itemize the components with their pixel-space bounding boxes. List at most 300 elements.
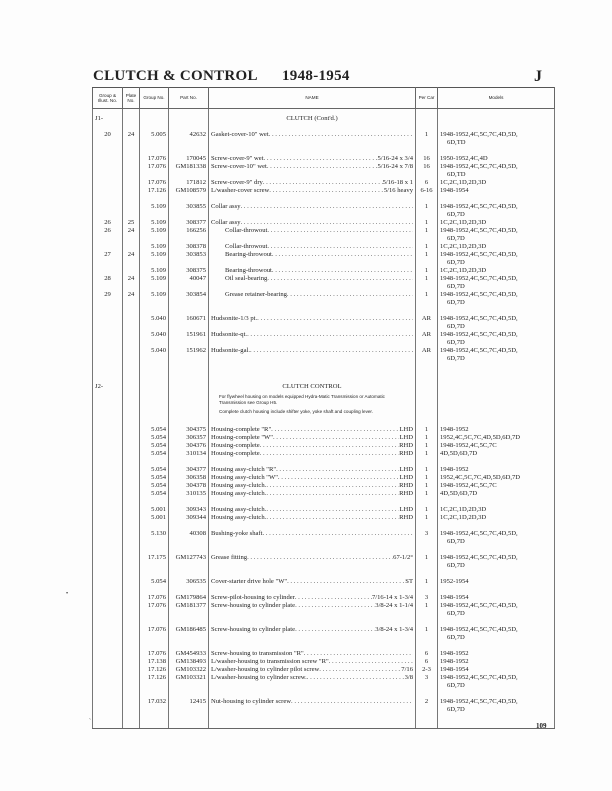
part-no: GM179864 (169, 594, 209, 602)
part-spec: RHD (399, 490, 413, 497)
empty-cell (140, 570, 169, 578)
group-no: 5.109 (140, 243, 169, 251)
part-no: 306357 (169, 434, 209, 442)
part-name-cell (209, 594, 416, 602)
section-letter: J (534, 68, 543, 85)
per-car: 1 (416, 251, 438, 267)
empty-cell (438, 458, 555, 466)
illust-no (93, 155, 123, 163)
dot-leader (262, 530, 413, 538)
group-no: 5.054 (140, 474, 169, 482)
group-no: 17.076 (140, 163, 169, 179)
part-spec: 5/16-24 x 3/4 (377, 155, 413, 162)
illust-no (93, 187, 123, 195)
illust-no (93, 450, 123, 458)
group-no: 5.109 (140, 275, 169, 291)
empty-cell (438, 409, 555, 418)
dot-leader (272, 267, 413, 275)
empty-cell (169, 363, 209, 383)
plate-no (123, 315, 140, 331)
models-line: 1952-1954 (440, 578, 469, 585)
dot-leader (269, 131, 413, 139)
table-row (93, 650, 555, 658)
illust-no (93, 347, 123, 363)
col-group-illust: Group & Illust. No. (93, 88, 123, 109)
group-no: 5.130 (140, 530, 169, 546)
empty-cell (140, 307, 169, 315)
table-row (93, 578, 555, 586)
part-name (211, 602, 413, 610)
models-line: 1948-1954 (440, 187, 469, 194)
part-name-text: Grease fitting (211, 554, 248, 561)
plate-no: 24 (123, 227, 140, 243)
models-line: 6D,TD (447, 171, 466, 178)
plate-no (123, 530, 140, 546)
models-line: 1948-1952 (440, 650, 469, 657)
models-cell (438, 227, 555, 243)
table-row (93, 554, 555, 570)
part-name-text: Housing-complete (211, 450, 260, 457)
dot-leader (272, 251, 413, 259)
spacer-row (93, 307, 555, 315)
table-row (93, 482, 555, 490)
table-row (93, 291, 555, 307)
empty-cell (209, 307, 416, 315)
table-row (93, 187, 555, 195)
empty-cell (209, 123, 416, 131)
empty-cell (416, 714, 438, 729)
group-no: 5.109 (140, 267, 169, 275)
models-line: 6D,7D (447, 562, 465, 569)
empty-cell (93, 690, 123, 698)
dot-leader (295, 602, 375, 610)
empty-cell (169, 498, 209, 506)
table-row (93, 442, 555, 450)
part-name (211, 466, 413, 474)
empty-cell (169, 409, 209, 418)
part-name-cell (209, 674, 416, 690)
empty-cell (140, 383, 169, 391)
models-line: 1952,4C,5C,7C,4D,5D,6D,7D (440, 434, 521, 441)
part-name-cell (209, 267, 416, 275)
note-row (93, 409, 555, 418)
per-car: 1 (416, 219, 438, 227)
part-name-cell (209, 442, 416, 450)
page-number: 109 (536, 722, 547, 730)
spacer-row (93, 546, 555, 554)
part-no: GM138493 (169, 658, 209, 666)
part-name-cell (209, 163, 416, 179)
part-name-cell (209, 530, 416, 546)
per-car: 1 (416, 626, 438, 642)
table-row (93, 450, 555, 458)
models-cell (438, 514, 555, 522)
plate-no (123, 426, 140, 434)
empty-cell (209, 418, 416, 426)
group-no: 17.126 (140, 187, 169, 195)
models-line: 1C,2C,1D,2D,3D (440, 243, 487, 250)
plate-no (123, 331, 140, 347)
models-line: 1948-1954 (440, 594, 469, 601)
part-no: GM103321 (169, 674, 209, 690)
part-name-text: Bearing-throwout (225, 267, 272, 274)
plate-no (123, 490, 140, 498)
empty-cell (169, 123, 209, 131)
models-cell (438, 506, 555, 514)
empty-cell (169, 147, 209, 155)
plate-no: 24 (123, 291, 140, 307)
illust-no (93, 179, 123, 187)
per-car: 6 (416, 650, 438, 658)
empty-cell (93, 147, 123, 155)
part-name-cell (209, 666, 416, 674)
plate-no (123, 155, 140, 163)
part-name-cell (209, 482, 416, 490)
models-line: 1948-1952 (440, 426, 469, 433)
dot-leader (247, 331, 413, 339)
empty-cell (169, 307, 209, 315)
dot-leader (295, 626, 375, 634)
part-no: 151961 (169, 331, 209, 347)
dot-leader (267, 163, 378, 171)
plate-no (123, 554, 140, 570)
empty-cell (123, 383, 140, 391)
per-car: 2 (416, 698, 438, 714)
group-no: 5.054 (140, 434, 169, 442)
models-cell (438, 666, 555, 674)
part-no: 303853 (169, 251, 209, 267)
models-line: 1C,2C,1D,2D,3D (440, 179, 487, 186)
group-no: 5.040 (140, 315, 169, 331)
dot-leader (273, 434, 399, 442)
part-name (211, 291, 413, 299)
empty-cell (438, 522, 555, 530)
spacer-row (93, 522, 555, 530)
empty-cell (93, 642, 123, 650)
per-car: 1 (416, 442, 438, 450)
empty-cell (140, 147, 169, 155)
models-cell (438, 626, 555, 642)
models-line: 6D,7D (447, 610, 465, 617)
group-no: 17.076 (140, 179, 169, 187)
part-no: 151962 (169, 347, 209, 363)
part-name (211, 203, 413, 211)
group-no: 5.054 (140, 482, 169, 490)
empty-cell (416, 458, 438, 466)
models-line: 1948-1952,4C,5C,7C,4D,5D, (440, 554, 518, 561)
part-no: 303855 (169, 203, 209, 219)
table-header (93, 88, 555, 109)
dot-leader (329, 658, 413, 666)
group-no: 17.032 (140, 698, 169, 714)
part-name-text: Housing-complete (211, 442, 260, 449)
models-line: 1948-1952,4C,5C,7C,4D,5D, (440, 347, 518, 354)
dot-leader (263, 179, 383, 187)
empty-cell (123, 714, 140, 729)
table-row (93, 658, 555, 666)
empty-cell (123, 618, 140, 626)
dot-leader (287, 578, 405, 586)
part-name-text: Screw-pilot-housing to cylinder (211, 594, 295, 601)
part-spec: ST (405, 578, 413, 585)
models-line: 6D,7D (447, 634, 465, 641)
plate-no (123, 514, 140, 522)
spacer-row (93, 458, 555, 466)
empty-cell (140, 115, 169, 123)
per-car: 2-3 (416, 666, 438, 674)
empty-cell (209, 522, 416, 530)
stray-mark: ` (89, 719, 91, 725)
empty-cell (438, 115, 555, 123)
part-name-text: Housing assy-clutch. (211, 490, 267, 497)
table-row (93, 251, 555, 267)
section-note: For flywheel housing on models equipped Hydra-Matic Transmission or Automatic Transmission see Group H5. (209, 394, 416, 409)
empty-cell (438, 394, 555, 409)
plate-no (123, 267, 140, 275)
empty-cell (140, 409, 169, 418)
illust-no (93, 506, 123, 514)
models-line: 6D,7D (447, 339, 465, 346)
part-no: 42632 (169, 131, 209, 147)
table-row (93, 275, 555, 291)
part-no: 303854 (169, 291, 209, 307)
part-name-text: Housing assy-clutch. (211, 506, 267, 513)
part-no: 304377 (169, 466, 209, 474)
models-line: 6D,TD (447, 139, 466, 146)
table-row (93, 227, 555, 243)
part-spec: 5/16-18 x 1 (382, 179, 413, 186)
empty-cell (123, 115, 140, 123)
part-name-cell (209, 514, 416, 522)
part-name (211, 626, 413, 634)
plate-no (123, 650, 140, 658)
dot-leader (304, 650, 413, 658)
group-no: 17.076 (140, 626, 169, 642)
models-cell (438, 442, 555, 450)
part-name (211, 347, 413, 355)
empty-cell (209, 690, 416, 698)
part-name (211, 275, 413, 283)
empty-cell (140, 642, 169, 650)
part-spec: RHD (399, 514, 413, 521)
part-name-cell (209, 203, 416, 219)
part-name-cell (209, 251, 416, 267)
part-name (211, 554, 413, 562)
part-name-text: Screw-cover-9" dry (211, 179, 263, 186)
empty-cell (416, 498, 438, 506)
group-no: 5.001 (140, 514, 169, 522)
per-car: 1 (416, 291, 438, 307)
illust-no (93, 530, 123, 546)
illust-no (93, 674, 123, 690)
models-line: 6D,7D (447, 283, 465, 290)
per-car: 1 (416, 243, 438, 251)
group-no: 5.054 (140, 450, 169, 458)
illust-no (93, 474, 123, 482)
table-row (93, 594, 555, 602)
empty-cell (416, 546, 438, 554)
part-spec: LHD (399, 466, 413, 473)
part-name-text: Screw-cover-9" wet (211, 155, 264, 162)
empty-cell (416, 195, 438, 203)
part-spec: 3/8-24 x 1-3/4 (375, 626, 413, 633)
empty-cell (123, 195, 140, 203)
table-row (93, 426, 555, 434)
group-no: 5.040 (140, 331, 169, 347)
empty-cell (140, 546, 169, 554)
part-name-cell (209, 426, 416, 434)
plate-no (123, 674, 140, 690)
per-car: 3 (416, 530, 438, 546)
part-no: 304378 (169, 482, 209, 490)
illust-no: 28 (93, 275, 123, 291)
models-line: 1948-1952,4C,5C,7C,4D,5D, (440, 602, 518, 609)
empty-cell (123, 690, 140, 698)
empty-cell (416, 115, 438, 123)
part-no: 304375 (169, 426, 209, 434)
empty-cell (169, 418, 209, 426)
group-no: 5.040 (140, 347, 169, 363)
part-no: 308378 (169, 243, 209, 251)
plate-no (123, 578, 140, 586)
part-name-cell (209, 315, 416, 331)
part-name (211, 251, 413, 259)
part-no: 309343 (169, 506, 209, 514)
dot-leader (264, 155, 378, 163)
empty-cell (438, 618, 555, 626)
col-name: NAME (209, 88, 416, 109)
spacer-row (93, 498, 555, 506)
illust-no (93, 426, 123, 434)
models-cell (438, 131, 555, 147)
empty-cell (93, 458, 123, 466)
empty-cell (416, 383, 438, 391)
models-line: 1948-1952,4C,5C,7C,4D,5D, (440, 227, 518, 234)
part-name-text: Bushing-yoke shaft (211, 530, 263, 537)
section-title: CLUTCH (Cont'd.) (209, 115, 416, 123)
illust-no (93, 490, 123, 498)
illust-no (93, 626, 123, 642)
empty-cell (169, 546, 209, 554)
part-no: 40308 (169, 530, 209, 546)
models-line: 1948-1952,4C,5C,7C,4D,5D, (440, 163, 518, 170)
per-car: 1 (416, 514, 438, 522)
part-name-cell (209, 602, 416, 618)
models-cell (438, 243, 555, 251)
per-car: 1 (416, 131, 438, 147)
dot-leader (307, 674, 405, 682)
part-name-cell (209, 578, 416, 586)
empty-cell (209, 586, 416, 594)
per-car: AR (416, 315, 438, 331)
models-line: 1948-1952,4C,5C,7C,4D,5D, (440, 626, 518, 633)
part-spec: 7/16-14 x 1-3/4 (371, 594, 413, 601)
empty-cell (169, 618, 209, 626)
part-name-text: Housing assy-clutch "R" (211, 466, 277, 473)
models-cell (438, 578, 555, 586)
plate-no (123, 474, 140, 482)
empty-cell (169, 115, 209, 123)
models-line: 1948-1952,4C,5C,7C,4D,5D, (440, 331, 518, 338)
section-note: Complete clutch housing include shifter yoke, yoke shaft and coupling lever. (209, 409, 416, 418)
models-cell (438, 594, 555, 602)
empty-cell (140, 394, 169, 409)
part-name-text: Nut-housing to cylinder screw (211, 698, 292, 705)
section-header-row (93, 383, 555, 391)
table-row (93, 243, 555, 251)
empty-cell (123, 498, 140, 506)
models-line: 4D,5D,6D,7D (440, 450, 478, 457)
group-no: 5.054 (140, 442, 169, 450)
empty-cell (93, 195, 123, 203)
illust-no (93, 331, 123, 347)
dot-leader (267, 275, 413, 283)
section-header-row (93, 115, 555, 123)
illust-no: 26 (93, 219, 123, 227)
models-cell (438, 674, 555, 690)
group-no: 17.076 (140, 155, 169, 163)
part-name-text: Collar assy (211, 203, 241, 210)
group-no: 5.054 (140, 578, 169, 586)
models-line: 1952,4C,5C,7C,4D,5D,6D,7D (440, 474, 521, 481)
group-no: 17.126 (140, 666, 169, 674)
plate-no (123, 434, 140, 442)
empty-cell (209, 195, 416, 203)
empty-cell (209, 618, 416, 626)
per-car: 1 (416, 434, 438, 442)
empty-cell (123, 363, 140, 383)
empty-cell (140, 714, 169, 729)
part-name (211, 267, 413, 275)
empty-cell (140, 458, 169, 466)
empty-cell (140, 195, 169, 203)
empty-cell (169, 570, 209, 578)
empty-cell (123, 586, 140, 594)
section-code: J1- (93, 115, 123, 123)
part-no: GM186485 (169, 626, 209, 642)
models-line: 1950-1952,4C,4D (440, 155, 488, 162)
plate-no (123, 698, 140, 714)
models-cell (438, 482, 555, 490)
part-no: GM108579 (169, 187, 209, 195)
models-line: 1948-1952,4C,5C,7C,4D,5D, (440, 203, 518, 210)
part-name-text: Gasket-cover-10" wet (211, 131, 269, 138)
part-name-cell (209, 331, 416, 347)
part-no: 306358 (169, 474, 209, 482)
empty-cell (140, 123, 169, 131)
part-name (211, 243, 413, 251)
col-per-car: Per Car (416, 88, 438, 109)
per-car: 1 (416, 578, 438, 586)
illust-no (93, 203, 123, 219)
empty-cell (169, 586, 209, 594)
models-cell (438, 450, 555, 458)
plate-no (123, 442, 140, 450)
plate-no (123, 243, 140, 251)
empty-cell (123, 147, 140, 155)
empty-cell (209, 458, 416, 466)
spacer-row (93, 147, 555, 155)
part-name-text: Collar-throwout (225, 227, 268, 234)
models-cell (438, 698, 555, 714)
part-name-text: Screw-housing to transmission "R" (211, 650, 304, 657)
models-cell (438, 602, 555, 618)
empty-cell (123, 570, 140, 578)
group-no: 5.109 (140, 251, 169, 267)
empty-cell (416, 642, 438, 650)
illust-no (93, 267, 123, 275)
per-car: 1 (416, 466, 438, 474)
